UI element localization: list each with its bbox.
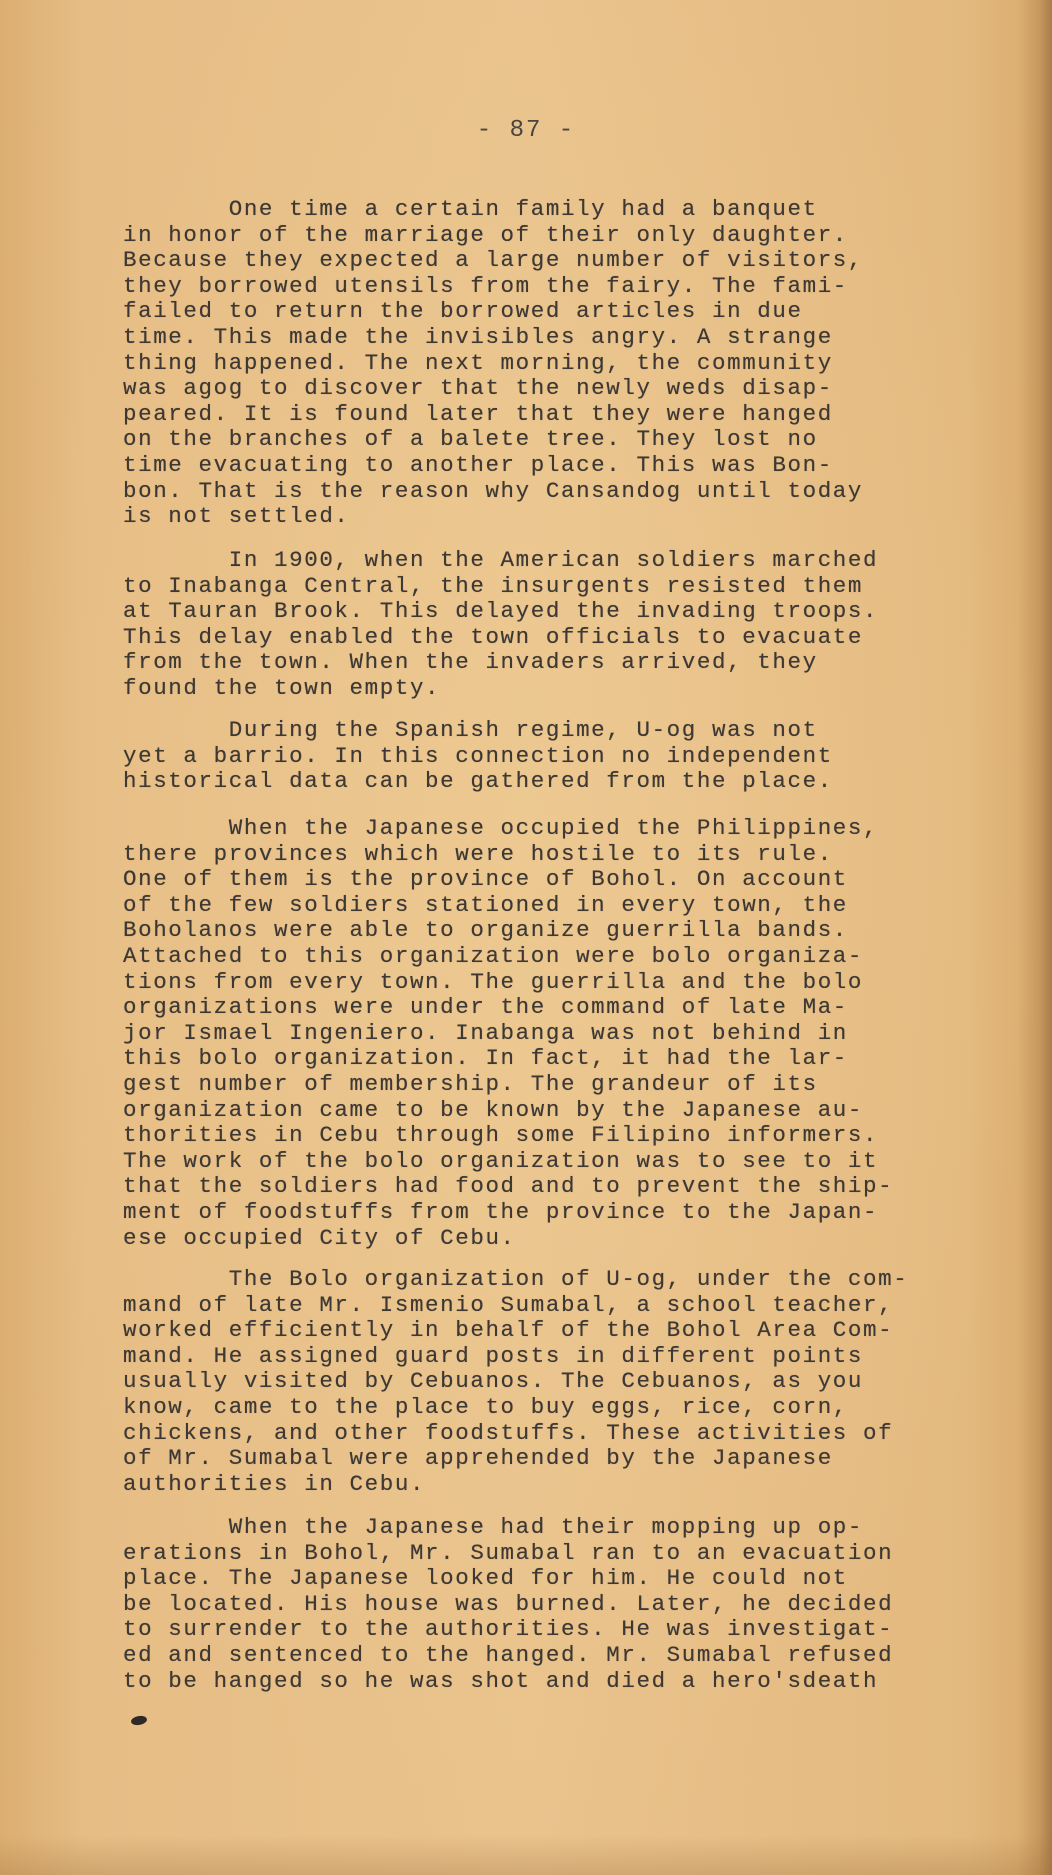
page-bottom-shadow bbox=[0, 1835, 1052, 1875]
paragraph-mopping-up-operations: When the Japanese had their mopping up op- erations in Bohol, Mr. Sumabal ran to an evacuation place. The Japanese looked for him. He could not be located. His house was burned. Later, he decided to surrender to the authorities. He was investigat- ed and sentenced to the hanged. Mr. Sumabal refused to be hanged so he was shot and died a hero'sdeath bbox=[123, 1514, 894, 1694]
page-edge-shadow bbox=[1018, 0, 1052, 1875]
paragraph-american-soldiers: In 1900, when the American soldiers marched to Inabanga Central, the insurgents resisted them at Tauran Brook. This delayed the invading troops. This delay enabled the town officials to evacuate from the town. When the invaders arrived, they found the town empty. bbox=[123, 547, 879, 701]
paragraph-banquet-story: One time a certain family had a banquet in honor of the marriage of their only daughter. Because they expected a large number of visitors, they borrowed utensils from the fairy. The fami- failed to return the borrowed articles in due time. This made the invisibles angry. A strange thing happened. The next morning, the community was agog to discover that the newly weds disap- peared. It is found later that they were hanged on the branches of a balete tree. They lost no time evacuating to another place. This was Bon- bon. That is the reason why Cansandog until today is not settled. bbox=[123, 196, 864, 530]
page-number: - 87 - bbox=[476, 117, 576, 144]
paragraph-japanese-occupation: When the Japanese occupied the Philippines, there provinces which were hostile to its rule. One of them is the province of Bohol. On account of the few soldiers stationed in every town, the Boholanos were able to organize guerrilla bands. Attached to this organization were bolo organiza- tions from every town. The guerrilla and the bolo organizations were under the command of late Ma- jor Ismael Ingeniero. Inabanga was not behind in this bolo organization. In fact, it had the lar- gest number of membership. The grandeur of its organization came to be known by the Japanese au- thorities in Cebu through some Filipino informers. The work of the bolo organization was to see to it that the soldiers had food and to prevent the ship- ment of foodstuffs from the province to the Japan- ese occupied City of Cebu. bbox=[123, 815, 894, 1251]
paragraph-bolo-organization: The Bolo organization of U-og, under the com- mand of late Mr. Ismenio Sumabal, a school teacher, worked efficiently in behalf of the Bohol Area Com- mand. He assigned guard posts in different points usually visited by Cebuanos. The Cebuanos, as you know, came to the place to buy eggs, rice, corn, chickens, and other foodstuffs. These activities of of Mr. Sumabal were apprehended by the Japanese authorities in Cebu. bbox=[123, 1266, 909, 1497]
paragraph-spanish-regime: During the Spanish regime, U-og was not yet a barrio. In this connection no independent historical data can be gathered from the place. bbox=[123, 717, 833, 795]
ink-smudge bbox=[130, 1715, 147, 1727]
